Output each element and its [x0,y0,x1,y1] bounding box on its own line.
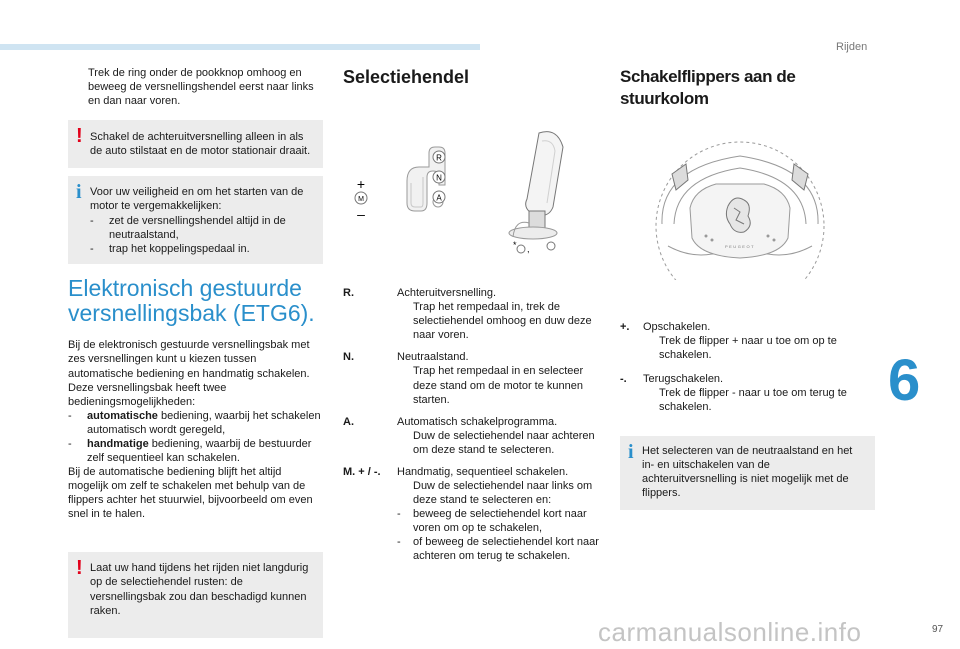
definition-upshift: +. Opschakelen. Trek de flipper + naar u toe om op te schakelen. [620,320,837,361]
selector-title: Selectiehendel [343,67,470,87]
gate-label-minus: – [357,206,365,223]
gate-label-a: A [436,193,442,203]
chapter-number: 6 [888,348,921,413]
list-item: - handmatige bediening, waarbij de bestuurder zelf sequentieel kan schakelen. [68,437,312,464]
section-label: Rijden [836,41,868,53]
wheel-brand-text: PEUGEOT [724,243,756,249]
etg-title: Elektronisch gestuurde versnellingsbak (ETG6). [68,274,315,327]
gate-label-m: M [358,196,364,204]
svg-text:,: , [527,244,530,255]
paddle-plus [792,164,808,190]
paddle-definitions [620,320,875,414]
gate-label-r: R [436,153,442,163]
info-icon: i [628,440,634,463]
watermark: carmanualsonline.info [598,617,862,647]
selector-definitions [343,286,601,563]
warning-icon: ! [76,557,83,580]
page-number: 97 [932,624,944,635]
ring-instruction: Trek de ring onder de pookknop omhoog en beweeg de versnellingshendel eerst naar links en dan naar voren. [88,67,314,108]
info-box-safety: i Voor uw veiligheid en om het starten van de motor te vergemakkelijken: - zet de versnellingshendel altijd in de neutraalstand, - trap het koppelingspedaal in. [68,176,323,263]
paddles-title: Schakelflippers aan de stuurkolom [620,67,796,108]
column-middle [343,66,601,571]
paddle-minus [672,164,688,190]
info-icon: i [76,181,82,204]
steering-wheel-illustration [620,128,875,280]
etg-description: Bij de elektronisch gestuurde versnellingsbak met zes versnellingen kunt u kiezen tussen automatische bediening en handmatig schakelen. Deze versnellingsbak heeft twee bedieningsmogelijkheden: - automatische bediening, waarbij het schakelen automatisch wordt geregeld, - handmatige bediening, waarbij de bestuurder zelf sequentieel kan schakelen. Bij de automatische bediening blijft het altijd mogelijk om zelf te schakelen met behulp van de flippers achter het stuurwiel, bijvoorbeeld om even snel in te halen. [68,338,323,521]
column-right [620,66,875,510]
definition-reverse: R. Achteruitversnelling. Trap het rempedaal in, trek de selectiehendel omhoog en duw deze naar voren. [343,287,592,342]
gate-label-plus: + [356,176,366,193]
warning-box-reverse: ! Schakel de achteruitversnelling alleen in als de auto stilstaat en de motor stationair draait. [68,120,323,168]
selector-lever [509,132,563,239]
definition-downshift: -. Terugschakelen. Trek de flipper - naar u toe om terug te schakelen. [620,372,847,413]
definition-auto: A. Automatisch schakelprogramma. Duw de selectiehendel naar achteren om deze stand te selecteren. [343,415,595,456]
definition-manual: M. + / -. Handmatig, sequentieel schakelen. Duw de selectiehendel naar links om deze stand te selecteren en: - beweeg de selectiehendel kort naar voren om op te schakelen, - of beweeg de selectiehendel kort naar achteren om terug te schakelen. [343,465,599,563]
warning-icon: ! [76,125,83,148]
gear-selector-illustration [343,111,601,261]
list-item: - zet de versnellingshendel altijd in de neutraalstand, [90,214,286,241]
list-item: - trap het koppelingspedaal in. [90,242,250,255]
list-item: - automatische bediening, waarbij het schakelen automatisch wordt geregeld, [68,409,321,436]
gate-label-n: N [436,173,442,183]
column-left [68,66,323,638]
warning-box-hand: ! Laat uw hand tijdens het rijden niet langdurig op de selectiehendel rusten: de versnellingsbak zou dan beschadigd kunnen raken. [68,552,323,637]
svg-text:*: * [513,240,517,251]
definition-neutral: N. Neutraalstand. Trap het rempedaal in en selecteer deze stand om de motor te kunnen starten. [343,351,584,406]
info-box-paddles: i Het selecteren van de neutraalstand en het in- en uitschakelen van de achteruitversnelling is niet mogelijk met de flippers. [620,436,875,510]
header-bar [0,44,480,50]
